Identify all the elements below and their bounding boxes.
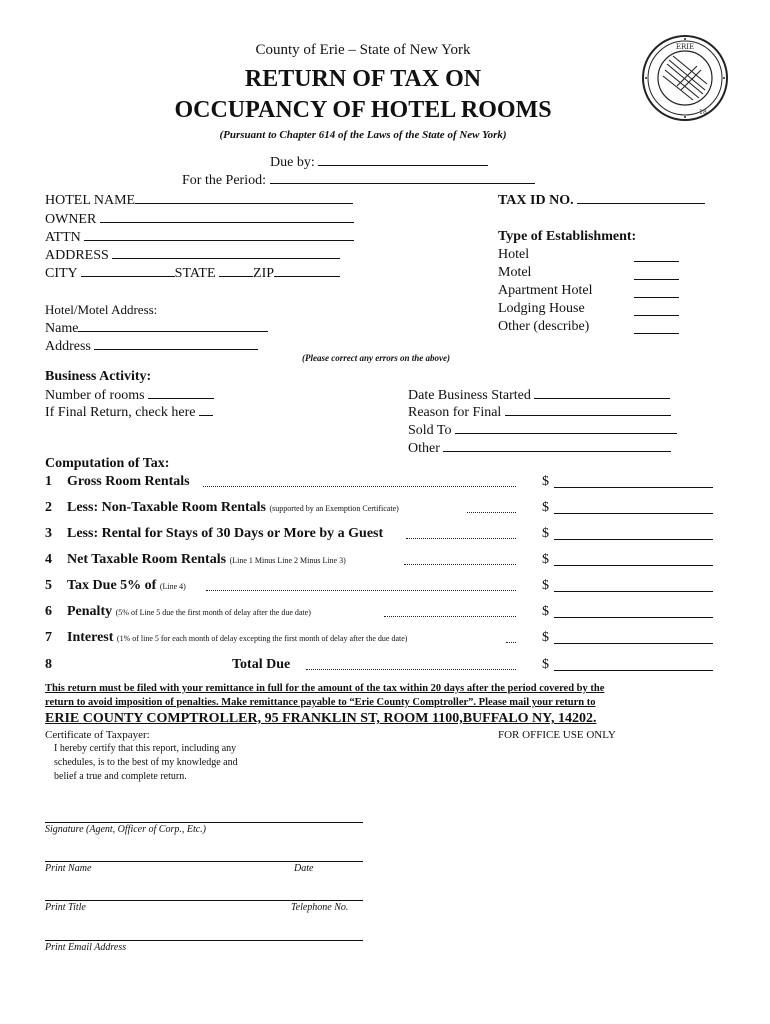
line-3-label: Less: Rental for Stays of 30 Days or More by a Guest <box>67 526 384 541</box>
hotel-name-label: HOTEL NAME <box>45 193 136 208</box>
line-2-label-text: Less: Non-Taxable Room Rentals <box>67 500 266 515</box>
motel-check-line[interactable] <box>634 279 679 280</box>
hotel-motel-address-label: Address <box>45 339 91 354</box>
other-check-line[interactable] <box>634 333 679 334</box>
sold-to-field[interactable] <box>408 421 677 439</box>
address-field[interactable] <box>45 246 340 264</box>
hotel-motel-name-label: Name <box>45 321 79 336</box>
print-title-label: Print Title <box>45 902 86 913</box>
zip-label: ZIP <box>253 266 275 281</box>
line-8-number: 8 <box>45 657 52 672</box>
tax-id-field[interactable] <box>498 191 705 209</box>
establishment-option-motel: Motel <box>498 265 532 280</box>
line-5-note: (Line 4) <box>159 582 186 591</box>
line-7-number: 7 <box>45 630 52 645</box>
line-8-label: Total Due <box>232 657 291 672</box>
mailing-address: ERIE COUNTY COMPTROLLER, 95 FRANKLIN ST, ROOM 1100,BUFFALO NY, 14202. <box>45 711 597 726</box>
establishment-option-lodging-house: Lodging House <box>498 301 585 316</box>
address-label: ADDRESS <box>45 248 109 263</box>
reason-final-field[interactable] <box>408 403 671 421</box>
line-6-number: 6 <box>45 604 52 619</box>
line-8-currency: $ <box>542 657 549 672</box>
line-4-currency: $ <box>542 552 549 567</box>
final-return-field[interactable] <box>45 403 213 421</box>
certificate-line1: I hereby certify that this report, including any <box>54 743 237 754</box>
period-label: For the Period: <box>182 173 266 188</box>
establishment-title: Type of Establishment: <box>498 229 637 244</box>
line-7-currency: $ <box>542 630 549 645</box>
line-4-label-text: Net Taxable Room Rentals <box>67 552 227 567</box>
print-title-telephone-line[interactable] <box>45 900 363 901</box>
line-4-amount-field[interactable] <box>554 565 713 566</box>
line-4-note: (Line 1 Minus Line 2 Minus Line 3) <box>229 556 346 565</box>
line-1-number: 1 <box>45 474 52 489</box>
email-line[interactable] <box>45 940 363 941</box>
line-2-label <box>67 500 399 516</box>
form-title-line2: OCCUPANCY OF HOTEL ROOMS <box>174 97 552 123</box>
state-label: STATE <box>174 266 216 281</box>
other-label: Other <box>408 441 440 456</box>
line-5-label-text: Tax Due 5% of <box>67 578 157 593</box>
line-1-amount-field[interactable] <box>554 487 713 488</box>
hotel-motel-address-field[interactable] <box>45 337 258 355</box>
city-state-zip-field[interactable] <box>45 264 340 282</box>
telephone-label: Telephone No. <box>291 902 349 913</box>
line-1-currency: $ <box>542 474 549 489</box>
establishment-option-apartment-hotel: Apartment Hotel <box>498 283 593 298</box>
computation-title: Computation of Tax: <box>45 456 170 471</box>
date-started-label: Date Business Started <box>408 388 531 403</box>
certificate-title: Certificate of Taxpayer: <box>45 729 150 741</box>
lodging-house-check-line[interactable] <box>634 315 679 316</box>
line-6-label <box>67 604 311 620</box>
business-activity-title: Business Activity: <box>45 369 152 384</box>
line-8-amount-field[interactable] <box>554 670 713 671</box>
line-7-amount-field[interactable] <box>554 643 713 644</box>
svg-text:ERIE: ERIE <box>675 43 695 51</box>
line-2-note: (supported by an Exemption Certificate) <box>269 504 399 513</box>
line-2-currency: $ <box>542 500 549 515</box>
line-2-amount-field[interactable] <box>554 513 713 514</box>
other-field[interactable] <box>408 439 671 457</box>
date-label: Date <box>294 863 314 874</box>
line-5-amount-field[interactable] <box>554 591 713 592</box>
line-7-label-text: Interest <box>67 630 114 645</box>
due-by-field[interactable] <box>270 153 488 171</box>
establishment-option-hotel: Hotel <box>498 247 530 262</box>
attn-label: ATTN <box>45 230 81 245</box>
line-4-label <box>67 552 346 568</box>
print-name-date-line[interactable] <box>45 861 363 862</box>
tax-id-label: TAX ID NO. <box>498 193 574 208</box>
correction-note: (Please correct any errors on the above) <box>302 353 450 363</box>
line-7-note: (1% of line 5 for each month of delay excepting the first month of delay after the due date) <box>116 634 408 643</box>
svg-text:18: 18 <box>699 109 707 116</box>
number-of-rooms-label: Number of rooms <box>45 388 145 403</box>
line-5-currency: $ <box>542 578 549 593</box>
city-label: CITY <box>45 266 78 281</box>
owner-field[interactable] <box>45 210 354 228</box>
apartment-hotel-check-line[interactable] <box>634 297 679 298</box>
line-6-currency: $ <box>542 604 549 619</box>
office-use-label: FOR OFFICE USE ONLY <box>498 729 616 741</box>
attn-field[interactable] <box>45 228 354 246</box>
certificate-line2: schedules, is to the best of my knowledge and <box>54 757 238 768</box>
line-3-currency: $ <box>542 526 549 541</box>
line-3-amount-field[interactable] <box>554 539 713 540</box>
date-started-field[interactable] <box>408 386 670 404</box>
line-6-note: (5% of Line 5 due the first month of delay after the due date) <box>115 608 311 617</box>
filing-notice-line2: return to avoid imposition of penalties. Make remittance payable to “Erie County Comptroller”. Please mail your return to <box>45 697 596 708</box>
line-6-amount-field[interactable] <box>554 617 713 618</box>
line-3-number: 3 <box>45 526 52 541</box>
signature-label: Signature (Agent, Officer of Corp., Etc.) <box>45 824 206 835</box>
email-label: Print Email Address <box>45 942 127 953</box>
final-return-label: If Final Return, check here <box>45 405 196 420</box>
number-of-rooms-field[interactable] <box>45 386 214 404</box>
line-1-label: Gross Room Rentals <box>67 474 190 489</box>
signature-line[interactable] <box>45 822 363 823</box>
line-2-number: 2 <box>45 500 52 515</box>
line-7-label <box>67 630 407 646</box>
print-name-label: Print Name <box>45 863 92 874</box>
county-heading: County of Erie – State of New York <box>255 42 471 58</box>
line-5-number: 5 <box>45 578 52 593</box>
sold-to-label: Sold To <box>408 423 452 438</box>
line-5-label <box>67 578 186 594</box>
certificate-line3: belief a true and complete return. <box>54 771 187 782</box>
hotel-name-field[interactable] <box>45 191 353 209</box>
line-4-number: 4 <box>45 552 52 567</box>
establishment-option-other: Other (describe) <box>498 319 590 334</box>
hotel-motel-address-title: Hotel/Motel Address: <box>45 302 158 317</box>
line-6-label-text: Penalty <box>67 604 113 619</box>
owner-label: OWNER <box>45 212 97 227</box>
reason-final-label: Reason for Final <box>408 405 502 420</box>
hotel-check-line[interactable] <box>634 261 679 262</box>
form-title-line1: RETURN OF TAX ON <box>244 66 482 92</box>
form-subtitle: (Pursuant to Chapter 614 of the Laws of the State of New York) <box>219 129 507 141</box>
period-field[interactable] <box>182 171 535 189</box>
hotel-motel-name-field[interactable] <box>45 319 268 337</box>
filing-notice-line1: This return must be filed with your remittance in full for the amount of the tax within 20 days after the period covered by the <box>45 683 605 694</box>
due-by-label: Due by: <box>270 155 315 170</box>
